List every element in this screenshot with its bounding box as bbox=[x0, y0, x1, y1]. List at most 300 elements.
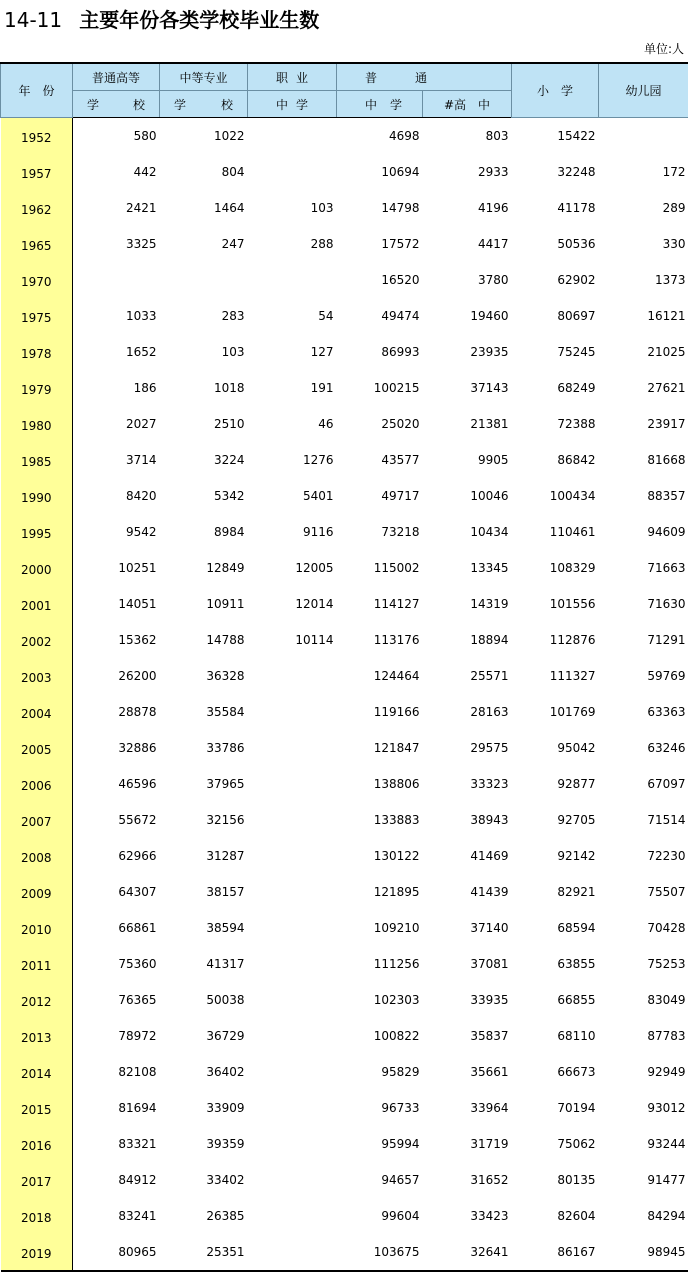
cell-primary: 101556 bbox=[512, 586, 599, 622]
cell-higher-edu: 9542 bbox=[73, 514, 160, 550]
cell-year: 1975 bbox=[1, 298, 73, 334]
cell-secondary-specialized: 5342 bbox=[160, 478, 248, 514]
cell-year: 2017 bbox=[1, 1162, 73, 1198]
cell-primary: 41178 bbox=[512, 190, 599, 226]
cell-vocational bbox=[248, 1162, 337, 1198]
cell-secondary-specialized: 38594 bbox=[160, 910, 248, 946]
cell-senior-high: 33423 bbox=[423, 1198, 512, 1234]
cell-vocational bbox=[248, 154, 337, 190]
cell-vocational bbox=[248, 658, 337, 694]
cell-higher-edu: 83321 bbox=[73, 1126, 160, 1162]
table-row bbox=[1, 442, 688, 478]
cell-vocational: 1276 bbox=[248, 442, 337, 478]
cell-kindergarten: 98945 bbox=[599, 1234, 688, 1271]
cell-senior-high: 13345 bbox=[423, 550, 512, 586]
cell-kindergarten: 71630 bbox=[599, 586, 688, 622]
table-row bbox=[1, 766, 688, 802]
cell-primary: 92877 bbox=[512, 766, 599, 802]
cell-higher-edu: 81694 bbox=[73, 1090, 160, 1126]
table-row bbox=[1, 118, 688, 155]
cell-regular-secondary: 17572 bbox=[337, 226, 423, 262]
cell-regular-secondary: 119166 bbox=[337, 694, 423, 730]
cell-higher-edu: 15362 bbox=[73, 622, 160, 658]
cell-kindergarten: 75507 bbox=[599, 874, 688, 910]
table-row bbox=[1, 694, 688, 730]
cell-senior-high: 23935 bbox=[423, 334, 512, 370]
cell-kindergarten: 63246 bbox=[599, 730, 688, 766]
cell-secondary-specialized: 33402 bbox=[160, 1162, 248, 1198]
cell-kindergarten: 92949 bbox=[599, 1054, 688, 1090]
title-row bbox=[4, 4, 319, 34]
cell-regular-secondary: 103675 bbox=[337, 1234, 423, 1271]
cell-higher-edu: 3325 bbox=[73, 226, 160, 262]
cell-senior-high: 32641 bbox=[423, 1234, 512, 1271]
cell-year: 1965 bbox=[1, 226, 73, 262]
cell-senior-high: 37140 bbox=[423, 910, 512, 946]
table-row bbox=[1, 622, 688, 658]
cell-senior-high: 31652 bbox=[423, 1162, 512, 1198]
cell-regular-secondary: 138806 bbox=[337, 766, 423, 802]
cell-year: 2019 bbox=[1, 1234, 73, 1271]
cell-secondary-specialized bbox=[160, 262, 248, 298]
cell-higher-edu: 75360 bbox=[73, 946, 160, 982]
cell-vocational: 46 bbox=[248, 406, 337, 442]
cell-senior-high: 29575 bbox=[423, 730, 512, 766]
cell-year: 2004 bbox=[1, 694, 73, 730]
cell-senior-high: 35837 bbox=[423, 1018, 512, 1054]
header-senior-high: #高 中 bbox=[423, 91, 512, 118]
header-secondary-specialized-bottom: 学 校 bbox=[160, 91, 248, 118]
cell-regular-secondary: 100822 bbox=[337, 1018, 423, 1054]
cell-primary: 82921 bbox=[512, 874, 599, 910]
cell-regular-secondary: 94657 bbox=[337, 1162, 423, 1198]
cell-senior-high: 28163 bbox=[423, 694, 512, 730]
table-row bbox=[1, 514, 688, 550]
cell-vocational: 9116 bbox=[248, 514, 337, 550]
table-row bbox=[1, 226, 688, 262]
cell-higher-edu: 1033 bbox=[73, 298, 160, 334]
cell-kindergarten: 93012 bbox=[599, 1090, 688, 1126]
page-title: 主要年份各类学校毕业生数 bbox=[79, 8, 319, 32]
cell-kindergarten: 88357 bbox=[599, 478, 688, 514]
cell-primary: 110461 bbox=[512, 514, 599, 550]
cell-regular-secondary: 121847 bbox=[337, 730, 423, 766]
table-row bbox=[1, 1162, 688, 1198]
cell-year: 2012 bbox=[1, 982, 73, 1018]
cell-senior-high: 19460 bbox=[423, 298, 512, 334]
cell-senior-high: 21381 bbox=[423, 406, 512, 442]
table-row bbox=[1, 1198, 688, 1234]
cell-primary: 66855 bbox=[512, 982, 599, 1018]
cell-primary: 95042 bbox=[512, 730, 599, 766]
cell-higher-edu: 10251 bbox=[73, 550, 160, 586]
header-kindergarten: 幼儿园 bbox=[599, 63, 688, 118]
cell-higher-edu: 2421 bbox=[73, 190, 160, 226]
cell-year: 2006 bbox=[1, 766, 73, 802]
cell-regular-secondary: 133883 bbox=[337, 802, 423, 838]
table-row bbox=[1, 298, 688, 334]
table-row bbox=[1, 838, 688, 874]
cell-year: 2011 bbox=[1, 946, 73, 982]
cell-senior-high: 9905 bbox=[423, 442, 512, 478]
cell-kindergarten: 330 bbox=[599, 226, 688, 262]
table-row bbox=[1, 262, 688, 298]
cell-kindergarten: 289 bbox=[599, 190, 688, 226]
cell-secondary-specialized: 50038 bbox=[160, 982, 248, 1018]
cell-kindergarten: 75253 bbox=[599, 946, 688, 982]
cell-senior-high: 2933 bbox=[423, 154, 512, 190]
cell-year: 2016 bbox=[1, 1126, 73, 1162]
cell-primary: 92705 bbox=[512, 802, 599, 838]
header-regular-secondary-bottom: 中 学 bbox=[337, 91, 423, 118]
table-row bbox=[1, 550, 688, 586]
cell-kindergarten: 94609 bbox=[599, 514, 688, 550]
cell-secondary-specialized: 36328 bbox=[160, 658, 248, 694]
table-row bbox=[1, 910, 688, 946]
table-row bbox=[1, 874, 688, 910]
cell-senior-high: 4196 bbox=[423, 190, 512, 226]
cell-regular-secondary: 100215 bbox=[337, 370, 423, 406]
cell-senior-high: 14319 bbox=[423, 586, 512, 622]
cell-senior-high: 10046 bbox=[423, 478, 512, 514]
cell-senior-high: 33323 bbox=[423, 766, 512, 802]
cell-primary: 100434 bbox=[512, 478, 599, 514]
cell-primary: 92142 bbox=[512, 838, 599, 874]
cell-higher-edu: 62966 bbox=[73, 838, 160, 874]
cell-secondary-specialized: 103 bbox=[160, 334, 248, 370]
cell-kindergarten: 83049 bbox=[599, 982, 688, 1018]
cell-kindergarten: 21025 bbox=[599, 334, 688, 370]
cell-secondary-specialized: 10911 bbox=[160, 586, 248, 622]
cell-higher-edu bbox=[73, 262, 160, 298]
header-year: 年 份 bbox=[1, 63, 73, 118]
cell-secondary-specialized: 33909 bbox=[160, 1090, 248, 1126]
cell-year: 1962 bbox=[1, 190, 73, 226]
cell-higher-edu: 442 bbox=[73, 154, 160, 190]
cell-higher-edu: 3714 bbox=[73, 442, 160, 478]
cell-secondary-specialized: 38157 bbox=[160, 874, 248, 910]
cell-senior-high: 25571 bbox=[423, 658, 512, 694]
cell-primary: 72388 bbox=[512, 406, 599, 442]
cell-higher-edu: 2027 bbox=[73, 406, 160, 442]
table-row bbox=[1, 586, 688, 622]
cell-higher-edu: 186 bbox=[73, 370, 160, 406]
header-primary: 小 学 bbox=[512, 63, 599, 118]
cell-secondary-specialized: 39359 bbox=[160, 1126, 248, 1162]
cell-year: 2001 bbox=[1, 586, 73, 622]
cell-secondary-specialized: 37965 bbox=[160, 766, 248, 802]
cell-year: 1995 bbox=[1, 514, 73, 550]
cell-secondary-specialized: 3224 bbox=[160, 442, 248, 478]
cell-secondary-specialized: 41317 bbox=[160, 946, 248, 982]
cell-secondary-specialized: 804 bbox=[160, 154, 248, 190]
cell-vocational bbox=[248, 802, 337, 838]
cell-higher-edu: 580 bbox=[73, 118, 160, 155]
cell-kindergarten: 27621 bbox=[599, 370, 688, 406]
cell-primary: 63855 bbox=[512, 946, 599, 982]
cell-higher-edu: 28878 bbox=[73, 694, 160, 730]
cell-vocational: 10114 bbox=[248, 622, 337, 658]
cell-higher-edu: 1652 bbox=[73, 334, 160, 370]
cell-vocational bbox=[248, 262, 337, 298]
cell-primary: 108329 bbox=[512, 550, 599, 586]
table-row bbox=[1, 1090, 688, 1126]
cell-kindergarten: 84294 bbox=[599, 1198, 688, 1234]
cell-vocational bbox=[248, 982, 337, 1018]
cell-year: 1978 bbox=[1, 334, 73, 370]
cell-vocational bbox=[248, 910, 337, 946]
cell-regular-secondary: 121895 bbox=[337, 874, 423, 910]
cell-regular-secondary: 109210 bbox=[337, 910, 423, 946]
cell-vocational bbox=[248, 766, 337, 802]
cell-regular-secondary: 95994 bbox=[337, 1126, 423, 1162]
cell-vocational: 191 bbox=[248, 370, 337, 406]
cell-kindergarten: 16121 bbox=[599, 298, 688, 334]
cell-senior-high: 37143 bbox=[423, 370, 512, 406]
table-row bbox=[1, 946, 688, 982]
cell-secondary-specialized: 247 bbox=[160, 226, 248, 262]
cell-secondary-specialized: 36729 bbox=[160, 1018, 248, 1054]
cell-primary: 80135 bbox=[512, 1162, 599, 1198]
table-row bbox=[1, 190, 688, 226]
table-row bbox=[1, 802, 688, 838]
cell-kindergarten: 1373 bbox=[599, 262, 688, 298]
header-regular-secondary-top: 普 通 bbox=[337, 63, 512, 91]
cell-regular-secondary: 96733 bbox=[337, 1090, 423, 1126]
cell-year: 2014 bbox=[1, 1054, 73, 1090]
cell-secondary-specialized: 1464 bbox=[160, 190, 248, 226]
cell-primary: 68249 bbox=[512, 370, 599, 406]
cell-regular-secondary: 10694 bbox=[337, 154, 423, 190]
cell-kindergarten: 23917 bbox=[599, 406, 688, 442]
cell-regular-secondary: 102303 bbox=[337, 982, 423, 1018]
cell-year: 2010 bbox=[1, 910, 73, 946]
cell-higher-edu: 76365 bbox=[73, 982, 160, 1018]
cell-year: 1952 bbox=[1, 118, 73, 155]
cell-vocational: 12005 bbox=[248, 550, 337, 586]
cell-secondary-specialized: 8984 bbox=[160, 514, 248, 550]
cell-kindergarten: 91477 bbox=[599, 1162, 688, 1198]
table-row bbox=[1, 478, 688, 514]
cell-regular-secondary: 95829 bbox=[337, 1054, 423, 1090]
cell-regular-secondary: 115002 bbox=[337, 550, 423, 586]
cell-primary: 68110 bbox=[512, 1018, 599, 1054]
cell-secondary-specialized: 283 bbox=[160, 298, 248, 334]
cell-vocational bbox=[248, 946, 337, 982]
cell-higher-edu: 46596 bbox=[73, 766, 160, 802]
cell-higher-edu: 83241 bbox=[73, 1198, 160, 1234]
cell-year: 2015 bbox=[1, 1090, 73, 1126]
cell-primary: 66673 bbox=[512, 1054, 599, 1090]
cell-higher-edu: 66861 bbox=[73, 910, 160, 946]
cell-kindergarten: 63363 bbox=[599, 694, 688, 730]
cell-senior-high: 31719 bbox=[423, 1126, 512, 1162]
table-row bbox=[1, 334, 688, 370]
cell-vocational bbox=[248, 1054, 337, 1090]
table-row bbox=[1, 1018, 688, 1054]
cell-kindergarten: 67097 bbox=[599, 766, 688, 802]
cell-higher-edu: 84912 bbox=[73, 1162, 160, 1198]
header-vocational-bottom: 中 学 bbox=[248, 91, 337, 118]
cell-higher-edu: 55672 bbox=[73, 802, 160, 838]
cell-primary: 68594 bbox=[512, 910, 599, 946]
cell-secondary-specialized: 25351 bbox=[160, 1234, 248, 1271]
table-row bbox=[1, 1054, 688, 1090]
cell-kindergarten: 71291 bbox=[599, 622, 688, 658]
cell-higher-edu: 80965 bbox=[73, 1234, 160, 1271]
cell-regular-secondary: 73218 bbox=[337, 514, 423, 550]
cell-primary: 70194 bbox=[512, 1090, 599, 1126]
cell-vocational bbox=[248, 118, 337, 155]
cell-regular-secondary: 14798 bbox=[337, 190, 423, 226]
cell-primary: 86842 bbox=[512, 442, 599, 478]
cell-kindergarten: 72230 bbox=[599, 838, 688, 874]
cell-senior-high: 38943 bbox=[423, 802, 512, 838]
cell-vocational bbox=[248, 1126, 337, 1162]
table-row bbox=[1, 730, 688, 766]
cell-vocational bbox=[248, 1090, 337, 1126]
cell-primary: 101769 bbox=[512, 694, 599, 730]
cell-regular-secondary: 25020 bbox=[337, 406, 423, 442]
cell-senior-high: 3780 bbox=[423, 262, 512, 298]
cell-year: 1970 bbox=[1, 262, 73, 298]
table-row bbox=[1, 406, 688, 442]
table-row bbox=[1, 658, 688, 694]
cell-year: 1985 bbox=[1, 442, 73, 478]
cell-senior-high: 41439 bbox=[423, 874, 512, 910]
cell-kindergarten: 71514 bbox=[599, 802, 688, 838]
cell-primary: 50536 bbox=[512, 226, 599, 262]
cell-vocational: 288 bbox=[248, 226, 337, 262]
cell-year: 2007 bbox=[1, 802, 73, 838]
cell-secondary-specialized: 14788 bbox=[160, 622, 248, 658]
table-number: 14-11 bbox=[4, 8, 62, 32]
cell-regular-secondary: 114127 bbox=[337, 586, 423, 622]
cell-higher-edu: 82108 bbox=[73, 1054, 160, 1090]
cell-higher-edu: 8420 bbox=[73, 478, 160, 514]
cell-regular-secondary: 130122 bbox=[337, 838, 423, 874]
cell-kindergarten: 87783 bbox=[599, 1018, 688, 1054]
cell-regular-secondary: 16520 bbox=[337, 262, 423, 298]
cell-senior-high: 37081 bbox=[423, 946, 512, 982]
cell-primary: 75062 bbox=[512, 1126, 599, 1162]
cell-year: 2009 bbox=[1, 874, 73, 910]
cell-year: 2005 bbox=[1, 730, 73, 766]
header-row-top bbox=[1, 63, 688, 91]
cell-higher-edu: 78972 bbox=[73, 1018, 160, 1054]
cell-kindergarten: 59769 bbox=[599, 658, 688, 694]
cell-vocational bbox=[248, 874, 337, 910]
cell-year: 1979 bbox=[1, 370, 73, 406]
unit-label: 单位:人 bbox=[644, 40, 684, 57]
cell-vocational: 12014 bbox=[248, 586, 337, 622]
cell-secondary-specialized: 2510 bbox=[160, 406, 248, 442]
table-row bbox=[1, 370, 688, 406]
cell-regular-secondary: 111256 bbox=[337, 946, 423, 982]
cell-vocational bbox=[248, 838, 337, 874]
cell-regular-secondary: 86993 bbox=[337, 334, 423, 370]
header-higher-edu-bottom: 学 校 bbox=[73, 91, 160, 118]
cell-regular-secondary: 124464 bbox=[337, 658, 423, 694]
cell-vocational bbox=[248, 1198, 337, 1234]
cell-vocational bbox=[248, 730, 337, 766]
table-row bbox=[1, 982, 688, 1018]
cell-year: 2003 bbox=[1, 658, 73, 694]
cell-kindergarten: 93244 bbox=[599, 1126, 688, 1162]
cell-senior-high: 33964 bbox=[423, 1090, 512, 1126]
cell-senior-high: 33935 bbox=[423, 982, 512, 1018]
cell-regular-secondary: 113176 bbox=[337, 622, 423, 658]
cell-primary: 86167 bbox=[512, 1234, 599, 1271]
cell-primary: 111327 bbox=[512, 658, 599, 694]
cell-vocational: 103 bbox=[248, 190, 337, 226]
header-secondary-specialized-top: 中等专业 bbox=[160, 63, 248, 91]
cell-regular-secondary: 99604 bbox=[337, 1198, 423, 1234]
cell-year: 2008 bbox=[1, 838, 73, 874]
cell-vocational bbox=[248, 1018, 337, 1054]
cell-year: 2018 bbox=[1, 1198, 73, 1234]
cell-year: 2013 bbox=[1, 1018, 73, 1054]
cell-year: 2002 bbox=[1, 622, 73, 658]
cell-regular-secondary: 49474 bbox=[337, 298, 423, 334]
cell-secondary-specialized: 31287 bbox=[160, 838, 248, 874]
cell-vocational: 127 bbox=[248, 334, 337, 370]
cell-senior-high: 41469 bbox=[423, 838, 512, 874]
cell-primary: 15422 bbox=[512, 118, 599, 155]
cell-secondary-specialized: 33786 bbox=[160, 730, 248, 766]
cell-year: 1957 bbox=[1, 154, 73, 190]
cell-year: 1980 bbox=[1, 406, 73, 442]
cell-secondary-specialized: 1018 bbox=[160, 370, 248, 406]
cell-primary: 82604 bbox=[512, 1198, 599, 1234]
table-body bbox=[1, 118, 688, 1272]
cell-vocational: 54 bbox=[248, 298, 337, 334]
cell-senior-high: 10434 bbox=[423, 514, 512, 550]
cell-secondary-specialized: 1022 bbox=[160, 118, 248, 155]
cell-kindergarten: 81668 bbox=[599, 442, 688, 478]
cell-higher-edu: 14051 bbox=[73, 586, 160, 622]
cell-secondary-specialized: 32156 bbox=[160, 802, 248, 838]
graduates-table bbox=[0, 62, 688, 1272]
cell-primary: 112876 bbox=[512, 622, 599, 658]
cell-senior-high: 18894 bbox=[423, 622, 512, 658]
cell-regular-secondary: 49717 bbox=[337, 478, 423, 514]
cell-senior-high: 4417 bbox=[423, 226, 512, 262]
cell-senior-high: 35661 bbox=[423, 1054, 512, 1090]
cell-primary: 75245 bbox=[512, 334, 599, 370]
table-row bbox=[1, 154, 688, 190]
cell-kindergarten: 71663 bbox=[599, 550, 688, 586]
cell-vocational bbox=[248, 1234, 337, 1271]
cell-primary: 80697 bbox=[512, 298, 599, 334]
cell-kindergarten bbox=[599, 118, 688, 155]
cell-vocational bbox=[248, 694, 337, 730]
cell-secondary-specialized: 12849 bbox=[160, 550, 248, 586]
cell-regular-secondary: 4698 bbox=[337, 118, 423, 155]
cell-vocational: 5401 bbox=[248, 478, 337, 514]
cell-year: 1990 bbox=[1, 478, 73, 514]
cell-secondary-specialized: 26385 bbox=[160, 1198, 248, 1234]
cell-primary: 32248 bbox=[512, 154, 599, 190]
cell-higher-edu: 32886 bbox=[73, 730, 160, 766]
cell-secondary-specialized: 35584 bbox=[160, 694, 248, 730]
cell-higher-edu: 26200 bbox=[73, 658, 160, 694]
cell-kindergarten: 70428 bbox=[599, 910, 688, 946]
header-higher-edu-top: 普通高等 bbox=[73, 63, 160, 91]
table-row bbox=[1, 1126, 688, 1162]
cell-senior-high: 803 bbox=[423, 118, 512, 155]
cell-year: 2000 bbox=[1, 550, 73, 586]
